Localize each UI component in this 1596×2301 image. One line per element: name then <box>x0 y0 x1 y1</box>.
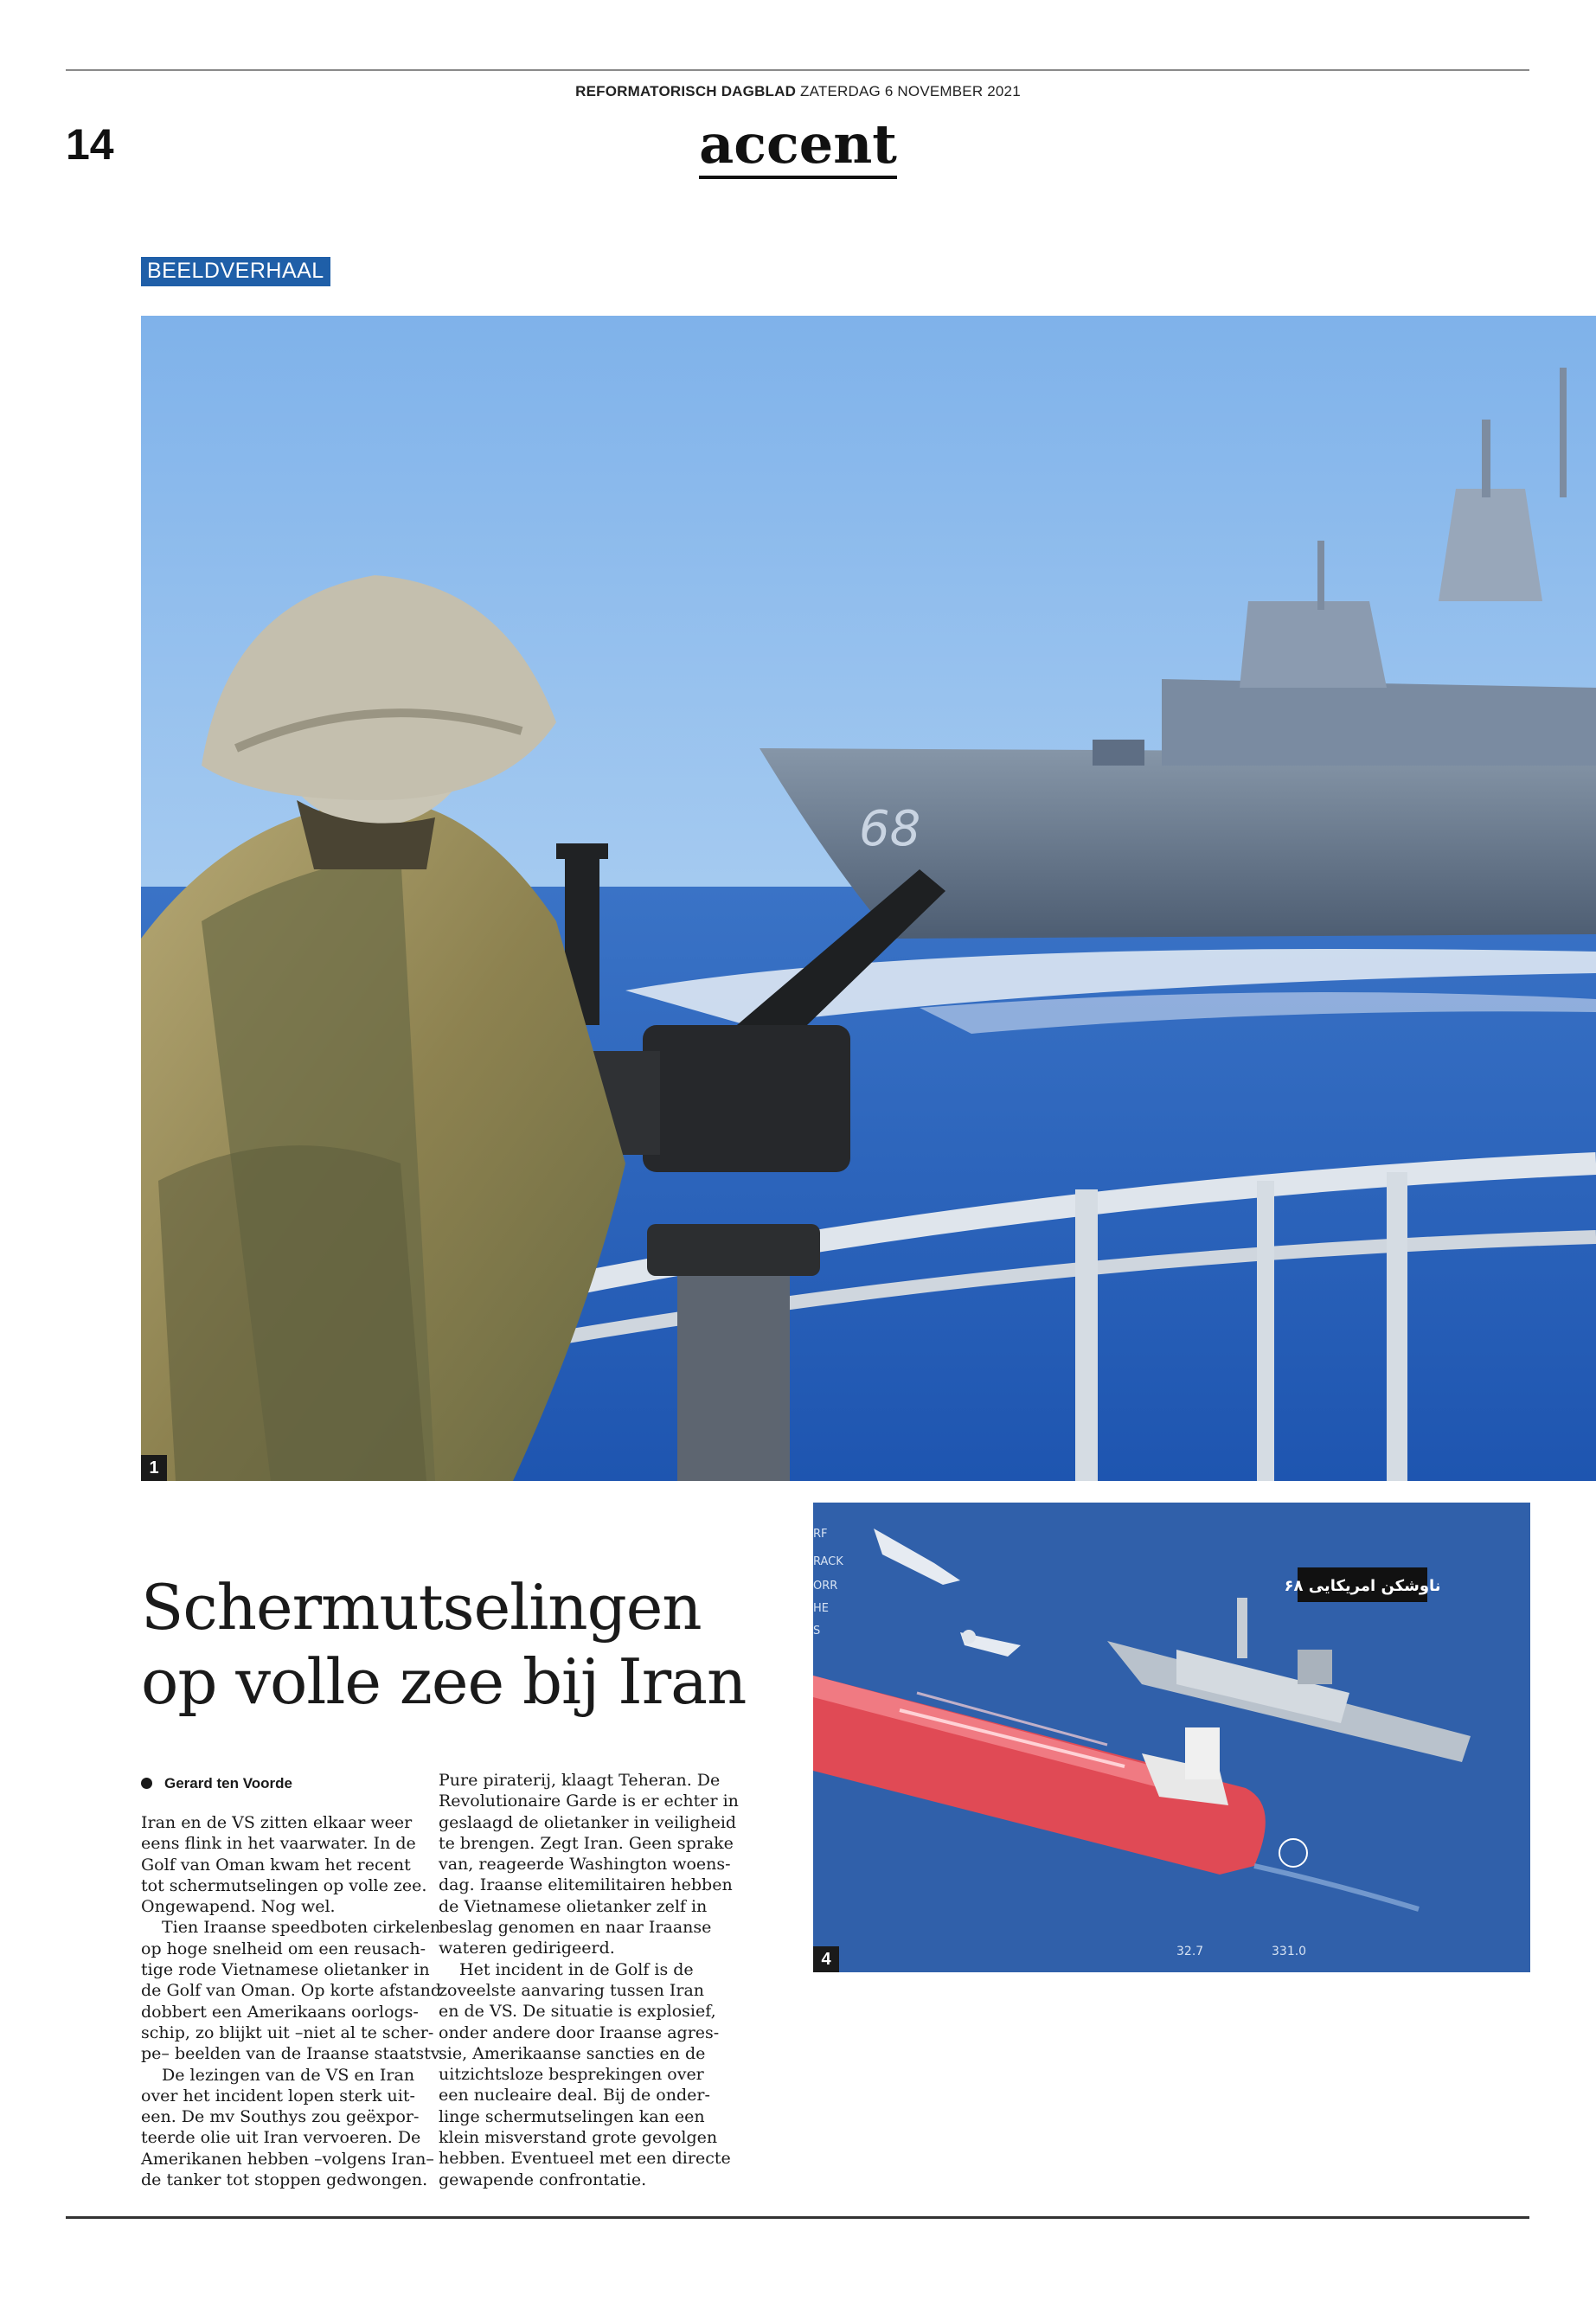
body-line: een. De mv Southys zou geëxpor- <box>141 2107 420 2127</box>
body-line: Iran en de VS zitten elkaar weer <box>141 1813 413 1832</box>
body-line: Het incident in de Golf is de <box>459 1959 694 1979</box>
section-title <box>0 112 1596 176</box>
body-line: De lezingen van de VS en Iran <box>162 2065 415 2085</box>
body-line: schip, zo blijkt uit –niet al te scher- <box>141 2022 434 2042</box>
headline-line-2: op volle zee bij Iran <box>141 1645 747 1718</box>
masthead <box>0 83 1596 100</box>
readout-right: 331.0 <box>1272 1945 1307 1958</box>
body-line: tot schermutselingen op volle zee. <box>141 1875 427 1895</box>
edge-text-2: RACK <box>813 1555 843 1568</box>
body-line: Golf van Oman kwam het recent <box>141 1855 411 1875</box>
body-line: klein misverstand grote gevolgen <box>439 2128 718 2148</box>
headline-line-1: Schermutselingen <box>141 1571 702 1644</box>
body-line: de Vietnamese olietanker zelf in <box>439 1896 708 1916</box>
body-line: hebben. Eventueel met een directe <box>439 2149 731 2169</box>
body-line: linge schermutselingen kan een <box>439 2106 705 2126</box>
byline-author: Gerard ten Voorde <box>164 1775 292 1791</box>
body-column-1 <box>141 1812 443 2190</box>
page-number: 14 <box>66 120 114 169</box>
secondary-photo-illustration <box>813 1503 1530 1972</box>
edge-text-4: HE <box>813 1602 829 1615</box>
body-line: onder andere door Iraanse agres- <box>439 2022 720 2042</box>
body-column-2 <box>439 1770 739 2190</box>
kicker-label: BEELDVERHAAL <box>141 257 330 286</box>
body-line: tige rode Vietnamese olietanker in <box>141 1960 430 1980</box>
body-line: pe– beelden van de Iraanse staatstv. <box>141 2044 444 2064</box>
edge-text-5: S <box>813 1625 821 1638</box>
body-line: een nucleaire deal. Bij de onder- <box>439 2086 710 2106</box>
body-line: van, reageerde Washington woens- <box>439 1855 731 1875</box>
photo-number-1: 1 <box>141 1455 167 1481</box>
readout-left: 32.7 <box>1176 1945 1204 1958</box>
body-line: gewapende confrontatie. <box>439 2170 647 2189</box>
body-line: dag. Iraanse elitemilitairen hebben <box>439 1875 733 1895</box>
body-line: dobbert een Amerikaans oorlogs- <box>141 2002 419 2022</box>
body-line: Pure piraterij, klaagt Teheran. De <box>439 1771 721 1790</box>
masthead-paper: REFORMATORISCH DAGBLAD <box>575 83 797 99</box>
section-title-text: accent <box>699 112 897 179</box>
body-line: eens flink in het vaarwater. In de <box>141 1834 416 1854</box>
body-line: wateren gedirigeerd. <box>439 1939 615 1958</box>
bullet-icon <box>141 1778 152 1789</box>
main-photo <box>141 316 1596 1481</box>
main-photo-illustration <box>141 316 1596 1481</box>
top-rule <box>66 69 1529 71</box>
hull-number: 68 <box>859 801 921 857</box>
secondary-photo <box>813 1503 1530 1972</box>
body-line: teerde olie uit Iran vervoeren. De <box>141 2128 421 2148</box>
headline <box>141 1570 764 1719</box>
bottom-rule <box>66 2216 1529 2219</box>
body-line: beslag genomen en naar Iraanse <box>439 1918 712 1938</box>
body-line: Tien Iraanse speedboten cirkelen <box>162 1918 441 1938</box>
body-line: Amerikanen hebben –volgens Iran– <box>141 2149 434 2169</box>
body-line: en de VS. De situatie is explosief, <box>439 2002 716 2022</box>
body-line: over het incident lopen sterk uit- <box>141 2086 415 2106</box>
body-line: Ongewapend. Nog wel. <box>141 1897 336 1917</box>
masthead-date: ZATERDAG 6 NOVEMBER 2021 <box>800 83 1021 99</box>
byline <box>141 1775 292 1792</box>
body-line: op hoge snelheid om een reusach- <box>141 1939 426 1958</box>
edge-text-3: ORR <box>813 1580 838 1593</box>
photo-number-4: 4 <box>813 1946 839 1972</box>
body-line: de Golf van Oman. Op korte afstand <box>141 1981 441 2001</box>
edge-text-1: RF <box>813 1528 828 1541</box>
body-line: zoveelste aanvaring tussen Iran <box>439 1980 705 2000</box>
body-line: sie, Amerikaanse sancties en de <box>439 2043 706 2063</box>
body-line: de tanker tot stoppen gedwongen. <box>141 2170 428 2190</box>
body-line: geslaagd de olietanker in veiligheid <box>439 1812 737 1832</box>
body-line: uitzichtsloze besprekingen over <box>439 2065 704 2085</box>
body-line: te brengen. Zegt Iran. Geen sprake <box>439 1833 734 1853</box>
body-line: Revolutionaire Garde is er echter in <box>439 1791 739 1811</box>
overlay-label: ناوشکن امریکایی ۶۸ <box>1284 1577 1441 1595</box>
